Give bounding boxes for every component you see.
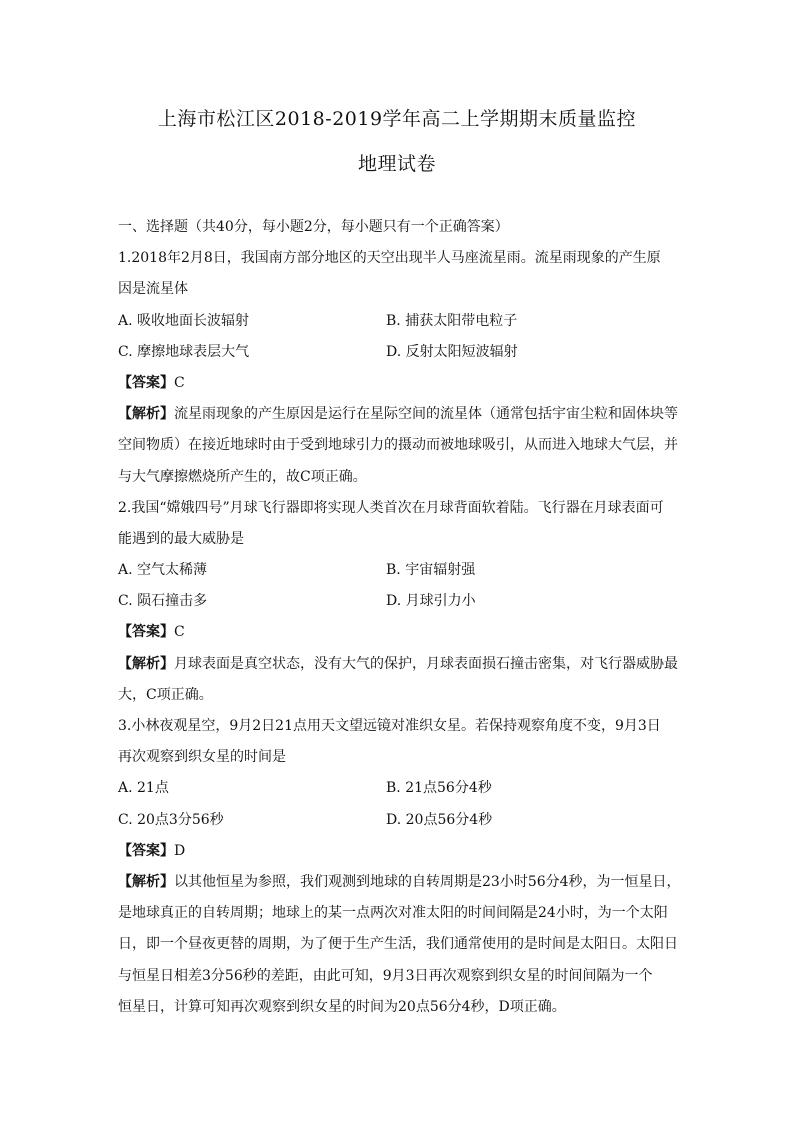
option-c: C. 20点3分56秒: [118, 811, 224, 828]
option-row: [118, 773, 684, 804]
option-row: [118, 337, 684, 368]
answer-line: [118, 836, 684, 867]
question-stem: 2.我国“嫦娥四号”月球飞行器即将实现人类首次在月球背面软着陆。飞行器在月球表面可: [118, 499, 664, 516]
option-a: A. 21点: [118, 780, 169, 797]
analysis-line: [118, 399, 684, 430]
option-row: [118, 306, 684, 337]
option-b: B. 21点56分4秒: [386, 780, 492, 797]
answer-value: C: [174, 624, 185, 641]
document-subtitle: 地理试卷: [357, 153, 436, 175]
document-title: 上海市松江区2018-2019学年高二上学期期末质量监控: [157, 108, 637, 130]
answer-value: D: [174, 842, 186, 859]
analysis-text: 流星雨现象的产生原因是运行在星际空间的流星体（通常包括宇宙尘粒和固体块等: [174, 406, 678, 423]
question-1: [118, 243, 684, 493]
option-row: [118, 805, 684, 836]
analysis-text: 与大气摩擦燃烧所产生的，故C项正确。: [118, 468, 367, 485]
question-stem: 再次观察到织女星的时间是: [118, 749, 286, 766]
option-d: D. 反射太阳短波辐射: [386, 343, 518, 360]
answer-line: [118, 617, 684, 648]
answer-label: 【答案】: [118, 842, 174, 859]
option-c: C. 陨石撞击多: [118, 593, 208, 610]
option-a: A. 吸收地面长波辐射: [118, 312, 250, 329]
question-3: [118, 711, 684, 1023]
answer-label: 【答案】: [118, 624, 174, 641]
answer-value: C: [174, 374, 185, 391]
section-header: 一、选择题（共40分，每小题2分，每小题只有一个正确答案）: [118, 219, 509, 235]
option-b: B. 捕获太阳带电粒子: [386, 312, 518, 329]
answer-label: 【答案】: [118, 374, 174, 391]
option-c: C. 摩擦地球表层大气: [118, 343, 250, 360]
analysis-line: [118, 867, 684, 898]
option-b: B. 宇宙辐射强: [386, 562, 476, 579]
option-a: A. 空气太稀薄: [118, 562, 208, 579]
question-stem: 1.2018年2月8日，我国南方部分地区的天空出现半人马座流星雨。流星雨现象的产生原: [118, 250, 661, 267]
analysis-text: 与恒星日相差3分56秒的差距，由此可知，9月3日再次观察到织女星的时间间隔为一个: [118, 967, 653, 984]
option-row: [118, 555, 684, 586]
question-2: [118, 493, 684, 711]
analysis-line: [118, 649, 684, 680]
option-d: D. 20点56分4秒: [386, 811, 493, 828]
analysis-text: 以其他恒星为参照，我们观测到地球的自转周期是23小时56分4秒，为一恒星日，: [174, 873, 681, 890]
analysis-text: 大，C项正确。: [118, 686, 213, 703]
option-row: [118, 586, 684, 617]
analysis-text: 月球表面是真空状态，没有大气的保护，月球表面损石撞击密集，对飞行器威胁最: [174, 655, 678, 672]
question-stem: 3.小林夜观星空，9月2日21点用天文望远镜对准织女星。若保持观察角度不变，9月3日: [118, 718, 661, 734]
document-body: [118, 212, 684, 1023]
analysis-label: 【解析】: [118, 873, 174, 890]
analysis-text: 是地球真正的自转周期；地球上的某一点两次对准太阳的时间间隔是24小时，为一个太阳: [118, 905, 668, 922]
analysis-label: 【解析】: [118, 655, 174, 672]
question-stem: 能遇到的最大威胁是: [118, 530, 244, 547]
option-d: D. 月球引力小: [386, 593, 476, 610]
analysis-text: 空间物质）在接近地球时由于受到地球引力的摄动而被地球吸引，从而进入地球大气层，并: [118, 437, 678, 454]
analysis-label: 【解析】: [118, 406, 174, 423]
analysis-text: 恒星日，计算可知再次观察到织女星的时间为20点56分4秒，D项正确。: [118, 998, 566, 1015]
question-stem: 因是流星体: [118, 281, 188, 298]
answer-line: [118, 368, 684, 399]
analysis-text: 日，即一个昼夜更替的周期，为了便于生产生活，我们通常使用的是时间是太阳日。太阳日: [118, 936, 678, 953]
